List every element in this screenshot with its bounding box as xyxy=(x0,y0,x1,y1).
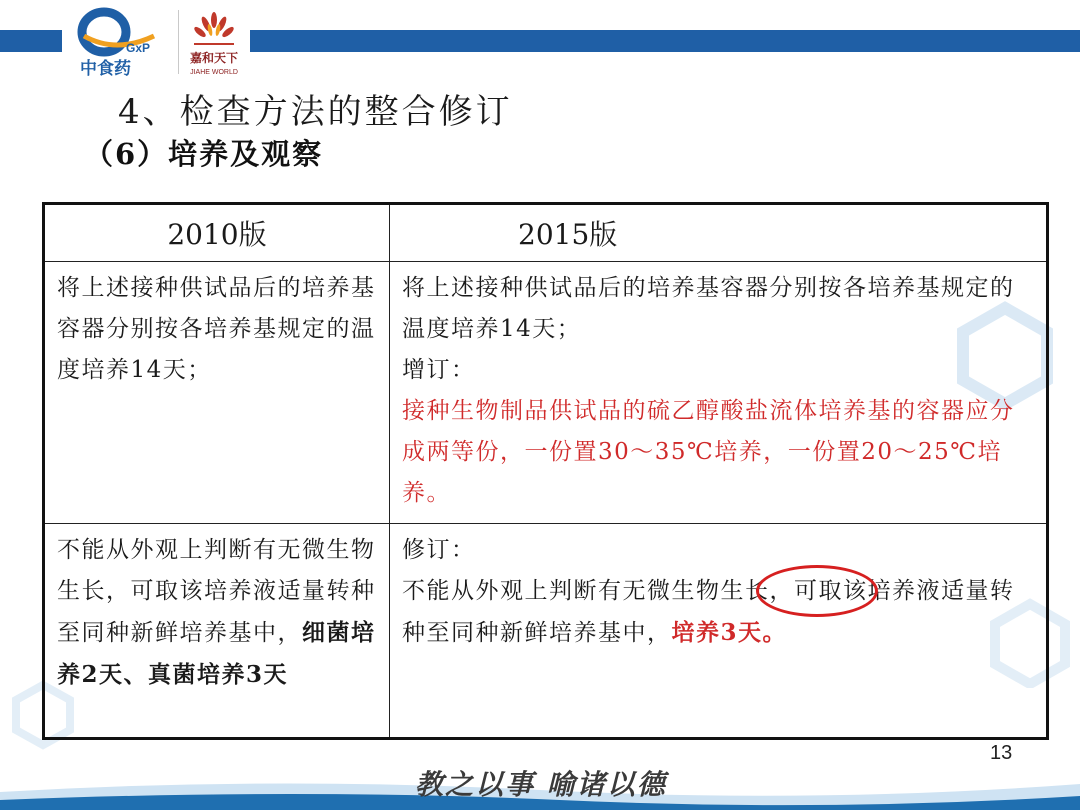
page-number: 13 xyxy=(990,742,1013,764)
cell-2010-incubation xyxy=(44,262,390,524)
label-addition: 增订： xyxy=(402,357,476,383)
header-2010: 2010版 xyxy=(44,204,390,262)
cell-2015-incubation xyxy=(390,262,1048,524)
logo2-text: 嘉和天下 xyxy=(189,51,239,65)
logo-gxp-text: GxP xyxy=(126,41,151,55)
text-2015-addition: 接种生物制品供试品的硫乙醇酸盐流体培养基的容器应分成两等份，一份置30～35℃培养，一份置20～25℃培养。 xyxy=(402,398,1015,506)
text-2010-culture-days: 细菌培养2天、真菌培养3天 xyxy=(57,619,376,688)
header-bar-left xyxy=(0,30,62,52)
text-2015-observation-a: 不能从外观上判断有无微生物生长 xyxy=(402,578,770,604)
logo2-subtext: JIAHE WORLD xyxy=(190,69,238,76)
table-header-row xyxy=(44,204,1048,262)
text-2015-observation-b: 培养液适量转种至同种新鲜培养基中， xyxy=(402,578,1015,646)
header-bar-right xyxy=(250,30,1080,52)
page-title: 4、检查方法的整合修订 xyxy=(118,92,513,132)
text-2010-observation: 不能从外观上判断有无微生物生长，可取该培养液适量转种至同种新鲜培养基中， xyxy=(57,537,376,646)
cell-2015-observation xyxy=(390,524,1048,739)
logo-divider xyxy=(178,10,179,74)
header-2015: 2015版 xyxy=(390,204,1048,262)
section-subtitle: （6）培养及观察 xyxy=(84,137,324,171)
comparison-table xyxy=(42,202,1049,740)
label-revision: 修订： xyxy=(402,537,476,563)
table-row xyxy=(44,262,1048,524)
footer-motto: 教之以事 喻诸以德 xyxy=(415,768,667,801)
cell-2010-observation xyxy=(44,524,390,739)
highlight-circle xyxy=(756,565,878,617)
logo-brand-text: 中食药 xyxy=(80,59,131,78)
company-logo xyxy=(76,6,170,78)
text-2015-culture-days: 培养3天。 xyxy=(671,619,788,646)
text-2015-incubation: 将上述接种供试品后的培养基容器分别按各培养基规定的温度培养14天； xyxy=(402,275,1015,342)
text-2010-incubation: 将上述接种供试品后的培养基容器分别按各培养基规定的温度培养14天； xyxy=(57,275,376,383)
table-row xyxy=(44,524,1048,739)
jiahe-logo xyxy=(184,6,244,78)
circled-phrase xyxy=(770,571,868,612)
text-2015-circled: ，可取该 xyxy=(769,578,868,604)
